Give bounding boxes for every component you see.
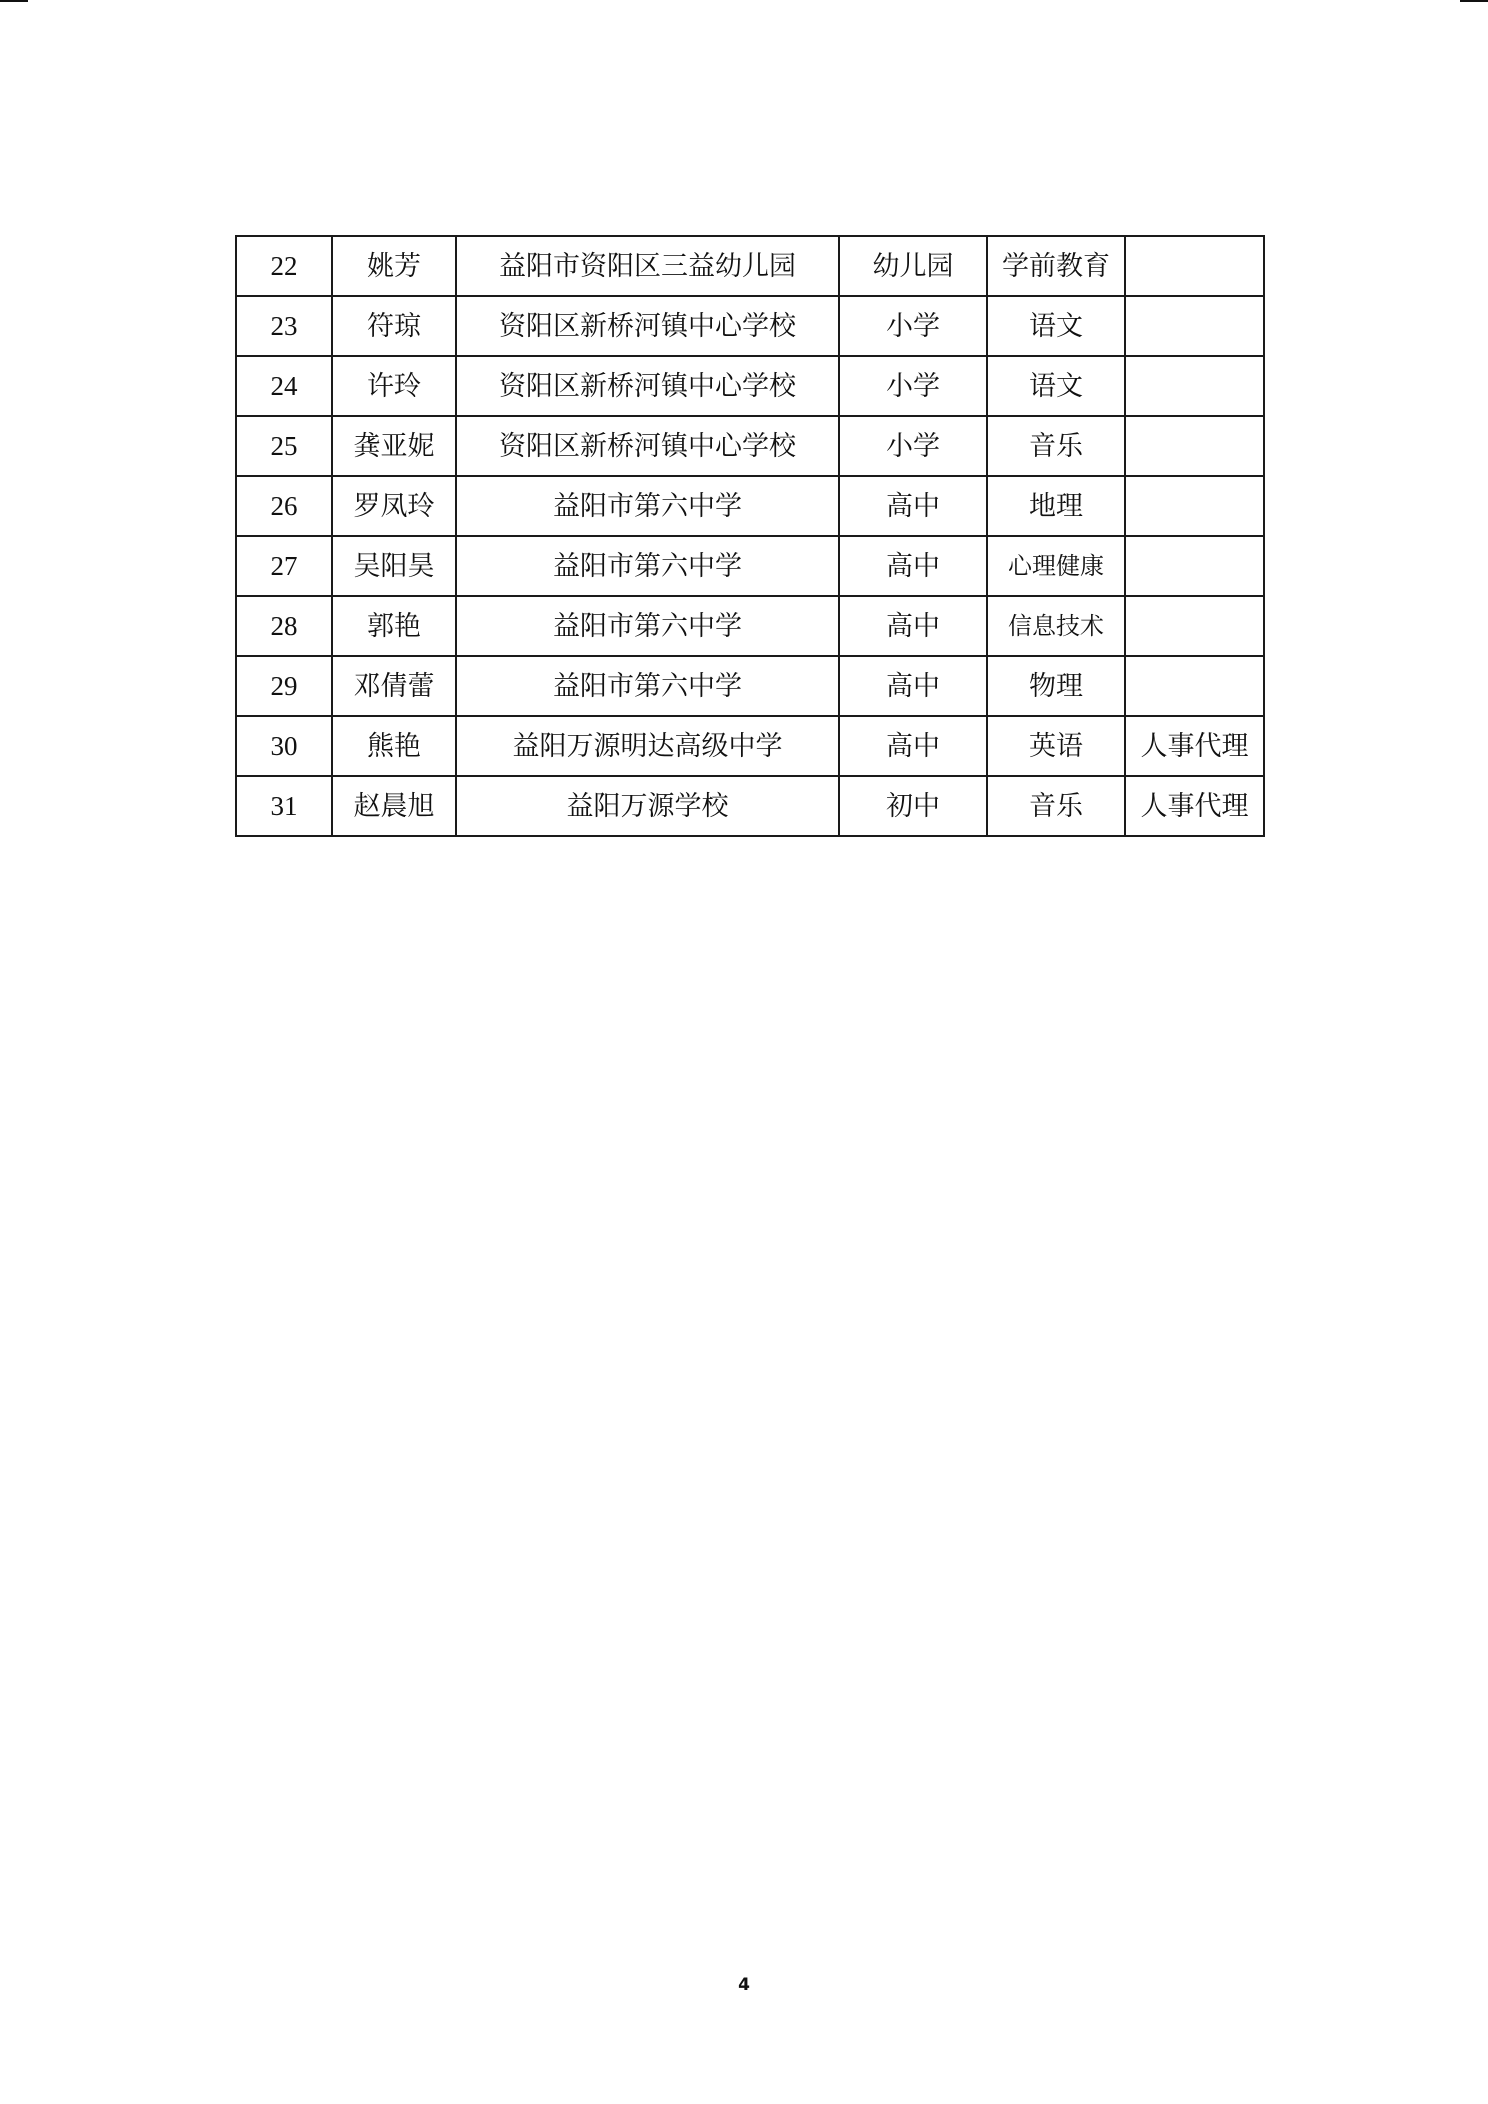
- school-name: 益阳市第六中学: [456, 596, 839, 656]
- school-name: 益阳万源明达高级中学: [456, 716, 839, 776]
- teacher-name: 郭艳: [332, 596, 456, 656]
- school-level: 高中: [839, 596, 987, 656]
- school-level: 高中: [839, 476, 987, 536]
- row-number: 31: [236, 776, 332, 836]
- note: [1125, 596, 1264, 656]
- school-level: 初中: [839, 776, 987, 836]
- school-name: 资阳区新桥河镇中心学校: [456, 296, 839, 356]
- subject: 语文: [987, 356, 1125, 416]
- subject: 心理健康: [987, 536, 1125, 596]
- school-name: 益阳市第六中学: [456, 536, 839, 596]
- table-row: [236, 356, 1264, 416]
- row-number: 26: [236, 476, 332, 536]
- teacher-name: 熊艳: [332, 716, 456, 776]
- table-row: [236, 776, 1264, 836]
- school-level: 小学: [839, 296, 987, 356]
- table-row: [236, 536, 1264, 596]
- note: [1125, 416, 1264, 476]
- note: [1125, 236, 1264, 296]
- table-row: [236, 416, 1264, 476]
- subject: 英语: [987, 716, 1125, 776]
- teacher-name: 赵晨旭: [332, 776, 456, 836]
- school-level: 高中: [839, 716, 987, 776]
- school-name: 益阳市资阳区三益幼儿园: [456, 236, 839, 296]
- school-level: 小学: [839, 356, 987, 416]
- teacher-name: 罗凤玲: [332, 476, 456, 536]
- subject: 物理: [987, 656, 1125, 716]
- school-level: 高中: [839, 656, 987, 716]
- teacher-name: 姚芳: [332, 236, 456, 296]
- subject: 学前教育: [987, 236, 1125, 296]
- note: [1125, 656, 1264, 716]
- table-row: [236, 296, 1264, 356]
- note: [1125, 296, 1264, 356]
- subject: 信息技术: [987, 596, 1125, 656]
- table-row: [236, 236, 1264, 296]
- subject: 音乐: [987, 416, 1125, 476]
- teacher-name: 邓倩蕾: [332, 656, 456, 716]
- note: [1125, 356, 1264, 416]
- school-name: 资阳区新桥河镇中心学校: [456, 356, 839, 416]
- page-number: 4: [738, 1975, 750, 1995]
- teacher-name: 吴阳昊: [332, 536, 456, 596]
- school-level: 高中: [839, 536, 987, 596]
- teacher-name: 符琼: [332, 296, 456, 356]
- staff-table: [235, 235, 1265, 837]
- school-name: 益阳市第六中学: [456, 476, 839, 536]
- school-level: 小学: [839, 416, 987, 476]
- school-name: 益阳市第六中学: [456, 656, 839, 716]
- row-number: 23: [236, 296, 332, 356]
- row-number: 29: [236, 656, 332, 716]
- note: [1125, 476, 1264, 536]
- row-number: 30: [236, 716, 332, 776]
- table-row: [236, 656, 1264, 716]
- teacher-name: 许玲: [332, 356, 456, 416]
- row-number: 27: [236, 536, 332, 596]
- table-row: [236, 596, 1264, 656]
- row-number: 25: [236, 416, 332, 476]
- note: 人事代理: [1125, 716, 1264, 776]
- teacher-name: 龚亚妮: [332, 416, 456, 476]
- school-name: 资阳区新桥河镇中心学校: [456, 416, 839, 476]
- row-number: 24: [236, 356, 332, 416]
- subject: 地理: [987, 476, 1125, 536]
- school-name: 益阳万源学校: [456, 776, 839, 836]
- table-row: [236, 476, 1264, 536]
- subject: 语文: [987, 296, 1125, 356]
- crop-mark-left: [0, 0, 28, 2]
- note: [1125, 536, 1264, 596]
- table-row: [236, 716, 1264, 776]
- note: 人事代理: [1125, 776, 1264, 836]
- school-level: 幼儿园: [839, 236, 987, 296]
- subject: 音乐: [987, 776, 1125, 836]
- row-number: 22: [236, 236, 332, 296]
- crop-mark-right: [1460, 0, 1488, 2]
- row-number: 28: [236, 596, 332, 656]
